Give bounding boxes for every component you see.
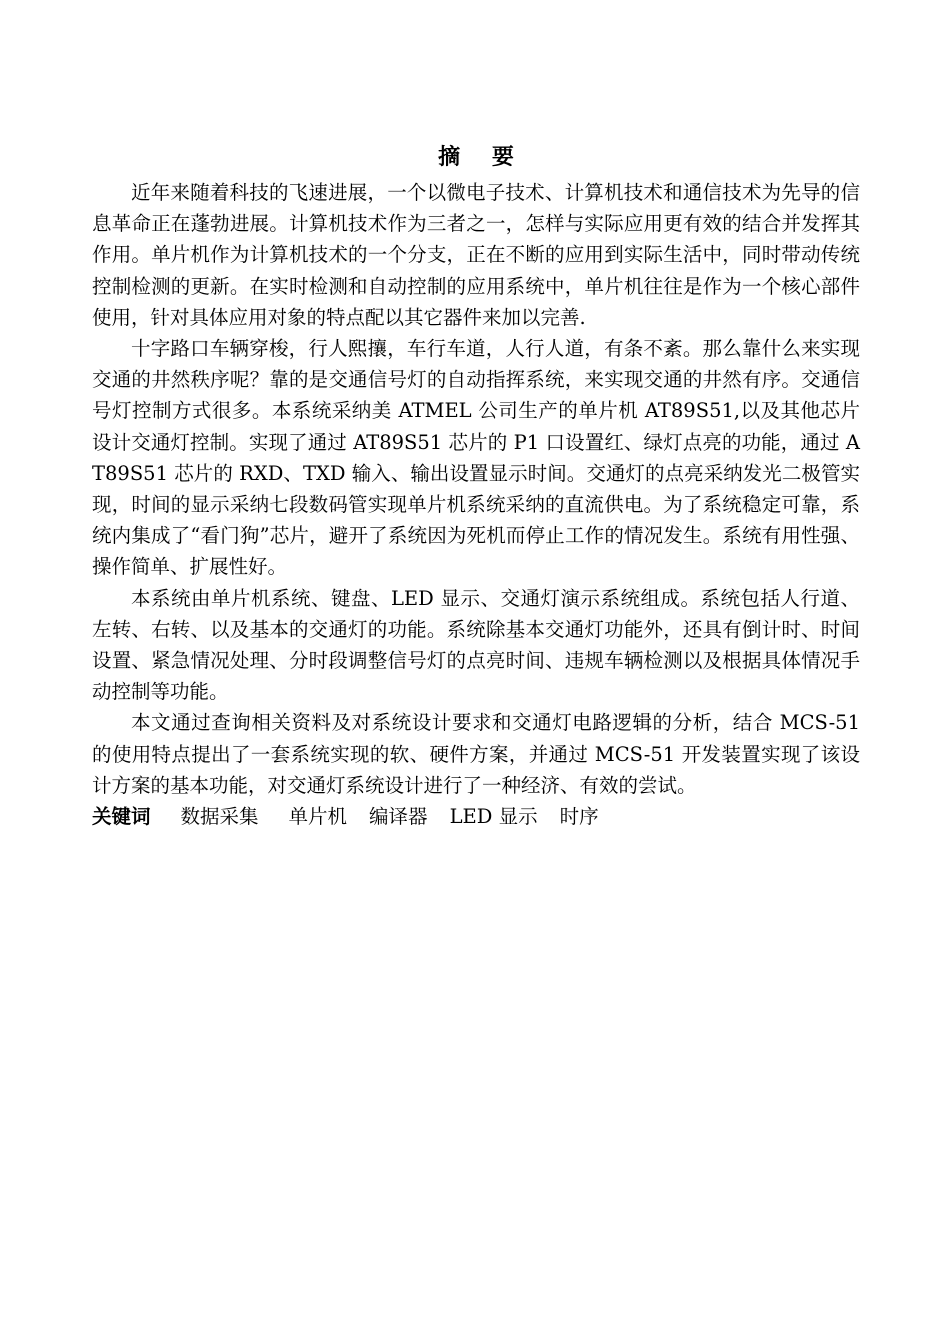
paragraph-system: 本系统由单片机系统、键盘、LED 显示、交通灯演示系统组成。系统包括人行道、左转、右转、以及基本的交通灯的功能。系统除基本交通灯功能外，还具有倒计时、时间设置、紧急情况处理、分时段调整信号灯的点亮时间、违规车辆检测以及根据具体情况手动控制等功能。 <box>92 586 860 704</box>
document-page <box>92 141 860 832</box>
keyword-term: LED 显示 <box>449 805 538 829</box>
keyword-term: 数据采集 <box>180 805 259 829</box>
abstract-title: 摘 要 <box>438 144 526 170</box>
paragraph-traffic: 十字路口车辆穿梭，行人熙攘，车行车道，人行人道，有条不紊。那么靠什么来实现交通的井然秩序呢？靠的是交通信号灯的自动指挥系统，来实现交通的井然有序。交通信号灯控制方式很多。本系统采纳美 ATMEL 公司生产的单片机 AT89S51,以及其他芯片设计交通灯控制。实现了通过 AT89S51 芯片的 P1 口设置红、绿灯点亮的功能，通过 AT89S51 芯片的 RXD、TXD 输入、输出设置显示时间。交通灯的点亮采纳发光二极管实现，时间的显示采纳七段数码管实现单片机系统采纳的直流供电。为了系统稳定可靠，系统内集成了“看门狗”芯片，避开了系统因为死机而停止工作的情况发生。系统有用性强、操作简单、扩展性好。 <box>92 337 860 579</box>
paragraph-intro: 近年来随着科技的飞速进展，一个以微电子技术、计算机技术和通信技术为先导的信息革命正在蓬勃进展。计算机技术作为三者之一，怎样与实际应用更有效的结合并发挥其作用。单片机作为计算机技术的一个分支，正在不断的应用到实际生活中，同时带动传统控制检测的更新。在实时检测和自动控制的应用系统中，单片机往往是作为一个核心部件使用，针对具体应用对象的特点配以其它器件来加以完善. <box>92 181 860 329</box>
keyword-term: 单片机 <box>288 805 348 829</box>
paragraph-conclusion: 本文通过查询相关资料及对系统设计要求和交通灯电路逻辑的分析，结合 MCS-51 的使用特点提出了一套系统实现的软、硬件方案，并通过 MCS-51 开发装置实现了该设计方案的基本功能，对交通灯系统设计进行了一种经济、有效的尝试。 <box>92 711 860 797</box>
keywords-label: 关键词 <box>92 805 151 829</box>
keywords-line <box>92 801 860 832</box>
keyword-term: 时序 <box>559 805 599 829</box>
keyword-term: 编译器 <box>369 805 428 829</box>
